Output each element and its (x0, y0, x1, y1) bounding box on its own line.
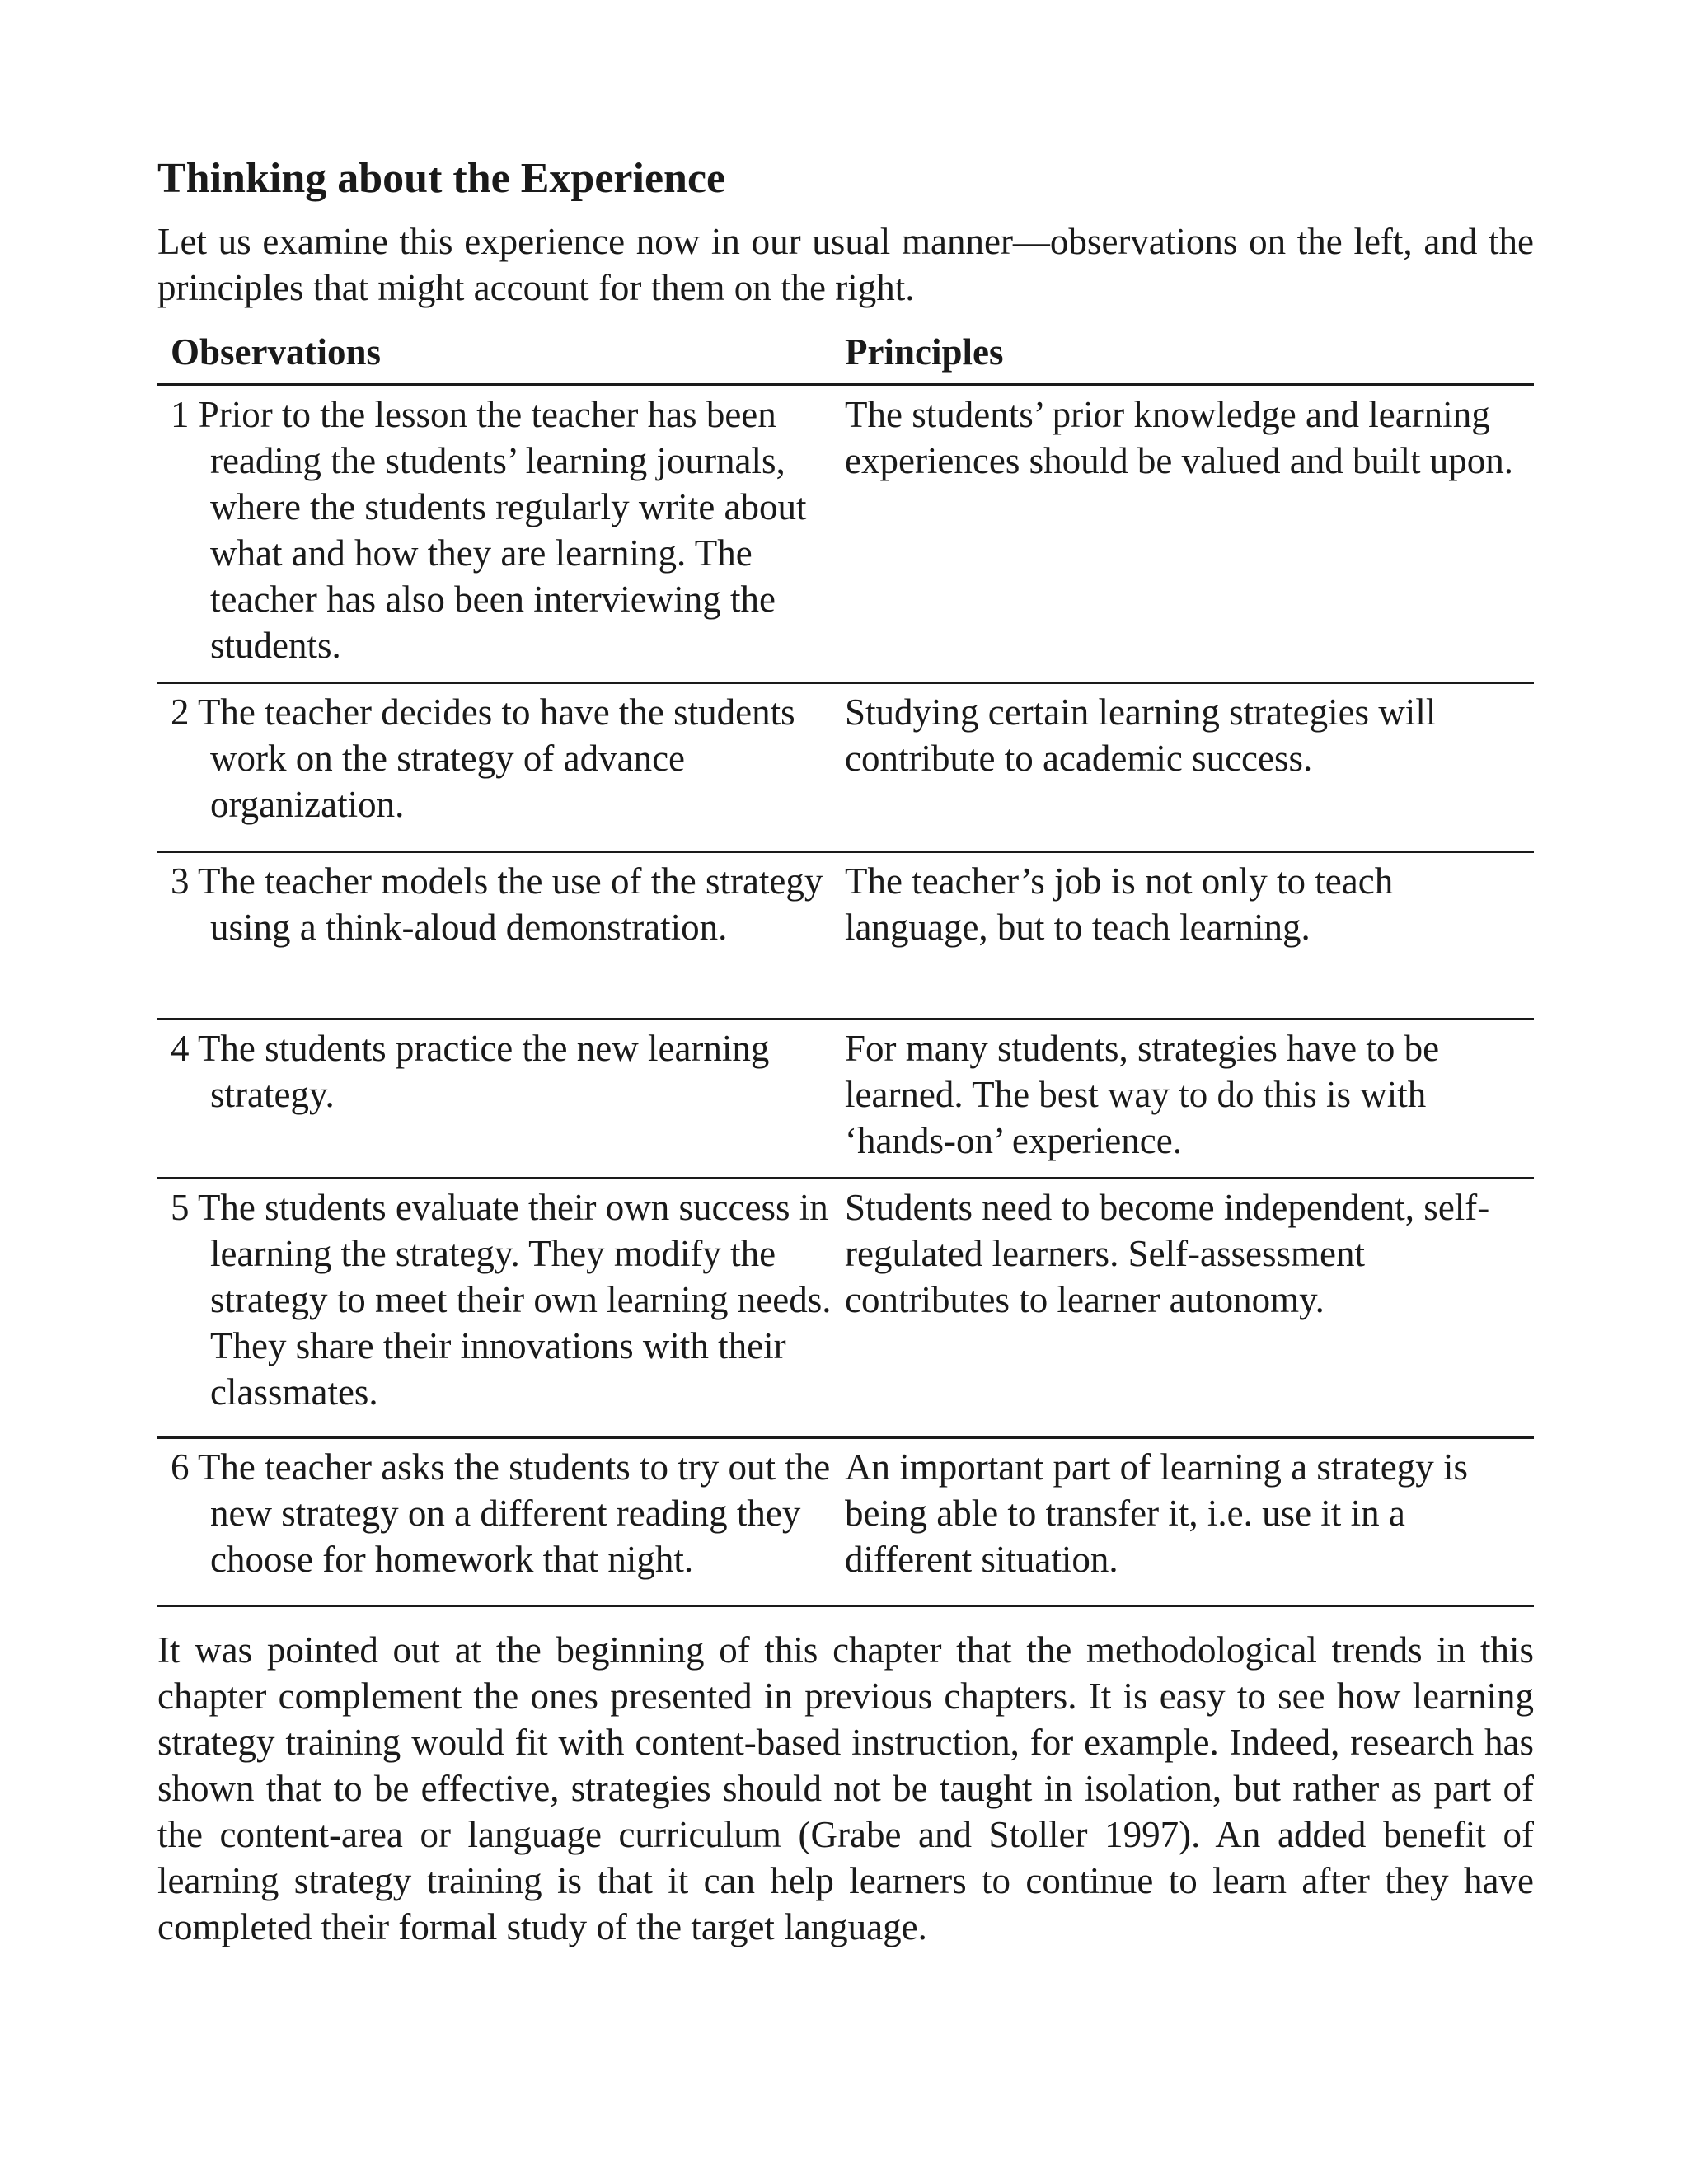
observations-header: Observations (171, 331, 382, 373)
observation-cell (157, 689, 845, 851)
observations-principles-table (157, 322, 1534, 1607)
row-number: 5 (171, 1187, 190, 1228)
observation-cell (157, 391, 845, 682)
observation-cell (157, 1184, 845, 1436)
observation-text: The teacher models the use of the strategy using a think-aloud demonstration. (197, 860, 823, 948)
table-header (157, 322, 1534, 386)
observation-text: The teacher decides to have the students work on the strategy of advance organization. (197, 691, 795, 825)
principle-cell: For many students, strategies have to be learned. The best way to do this is with ‘hands-on’ experience. (845, 1028, 1440, 1161)
table-row (157, 1179, 1534, 1439)
observation-text: The students evaluate their own success in learning the strategy. They modify the strategy to meet their own learning needs. They share their innovations with their classmates. (197, 1187, 832, 1413)
row-number: 3 (171, 860, 190, 902)
observation-text: The students practice the new learning strategy. (197, 1028, 770, 1115)
observation-cell (157, 1025, 845, 1177)
observation-cell (157, 858, 845, 1018)
principle-cell: The students’ prior knowledge and learning experiences should be valued and built upon. (845, 394, 1514, 481)
table-row (157, 853, 1534, 1020)
table-row (157, 1439, 1534, 1607)
observation-text: Prior to the lesson the teacher has been reading the students’ learning journals, where the students regularly write about what and how they are learning. The teacher has also been interviewing the students. (198, 394, 807, 666)
closing-paragraph: It was pointed out at the beginning of this chapter that the methodological trends in this chapter complement the ones presented in previous chapters. It is easy to see how learning strategy training would fit with content-based instruction, for example. Indeed, research has shown that to be effective, strategies should not be taught in isolation, but rather as part of the content-area or language curriculum (Grabe and Stoller 1997). An added benefit of learning strategy training is that it can help learners to continue to learn after they have completed their formal study of the target language. (157, 1629, 1534, 1947)
principle-cell: Students need to become independent, self-regulated learners. Self-assessment contributes to learner autonomy. (845, 1187, 1490, 1320)
table-row (157, 386, 1534, 684)
intro-paragraph: Let us examine this experience now in our usual manner—observations on the left, and the principles that might account for them on the right. (157, 221, 1534, 308)
observation-text: The teacher asks the students to try out the new strategy on a different reading they choose for homework that night. (197, 1446, 831, 1580)
section-heading: Thinking about the Experience (157, 155, 726, 202)
row-number: 6 (171, 1446, 190, 1488)
principle-cell: An important part of learning a strategy is being able to transfer it, i.e. use it in a different situation. (845, 1446, 1469, 1580)
table-row (157, 1020, 1534, 1179)
row-number: 1 (171, 394, 190, 435)
row-number: 4 (171, 1028, 190, 1069)
principles-header: Principles (845, 331, 1004, 373)
row-number: 2 (171, 691, 190, 733)
table-row (157, 684, 1534, 853)
page (157, 152, 1534, 1950)
observation-cell (157, 1444, 845, 1605)
principle-cell: Studying certain learning strategies will contribute to academic success. (845, 691, 1437, 779)
principle-cell: The teacher’s job is not only to teach language, but to teach learning. (845, 860, 1394, 948)
